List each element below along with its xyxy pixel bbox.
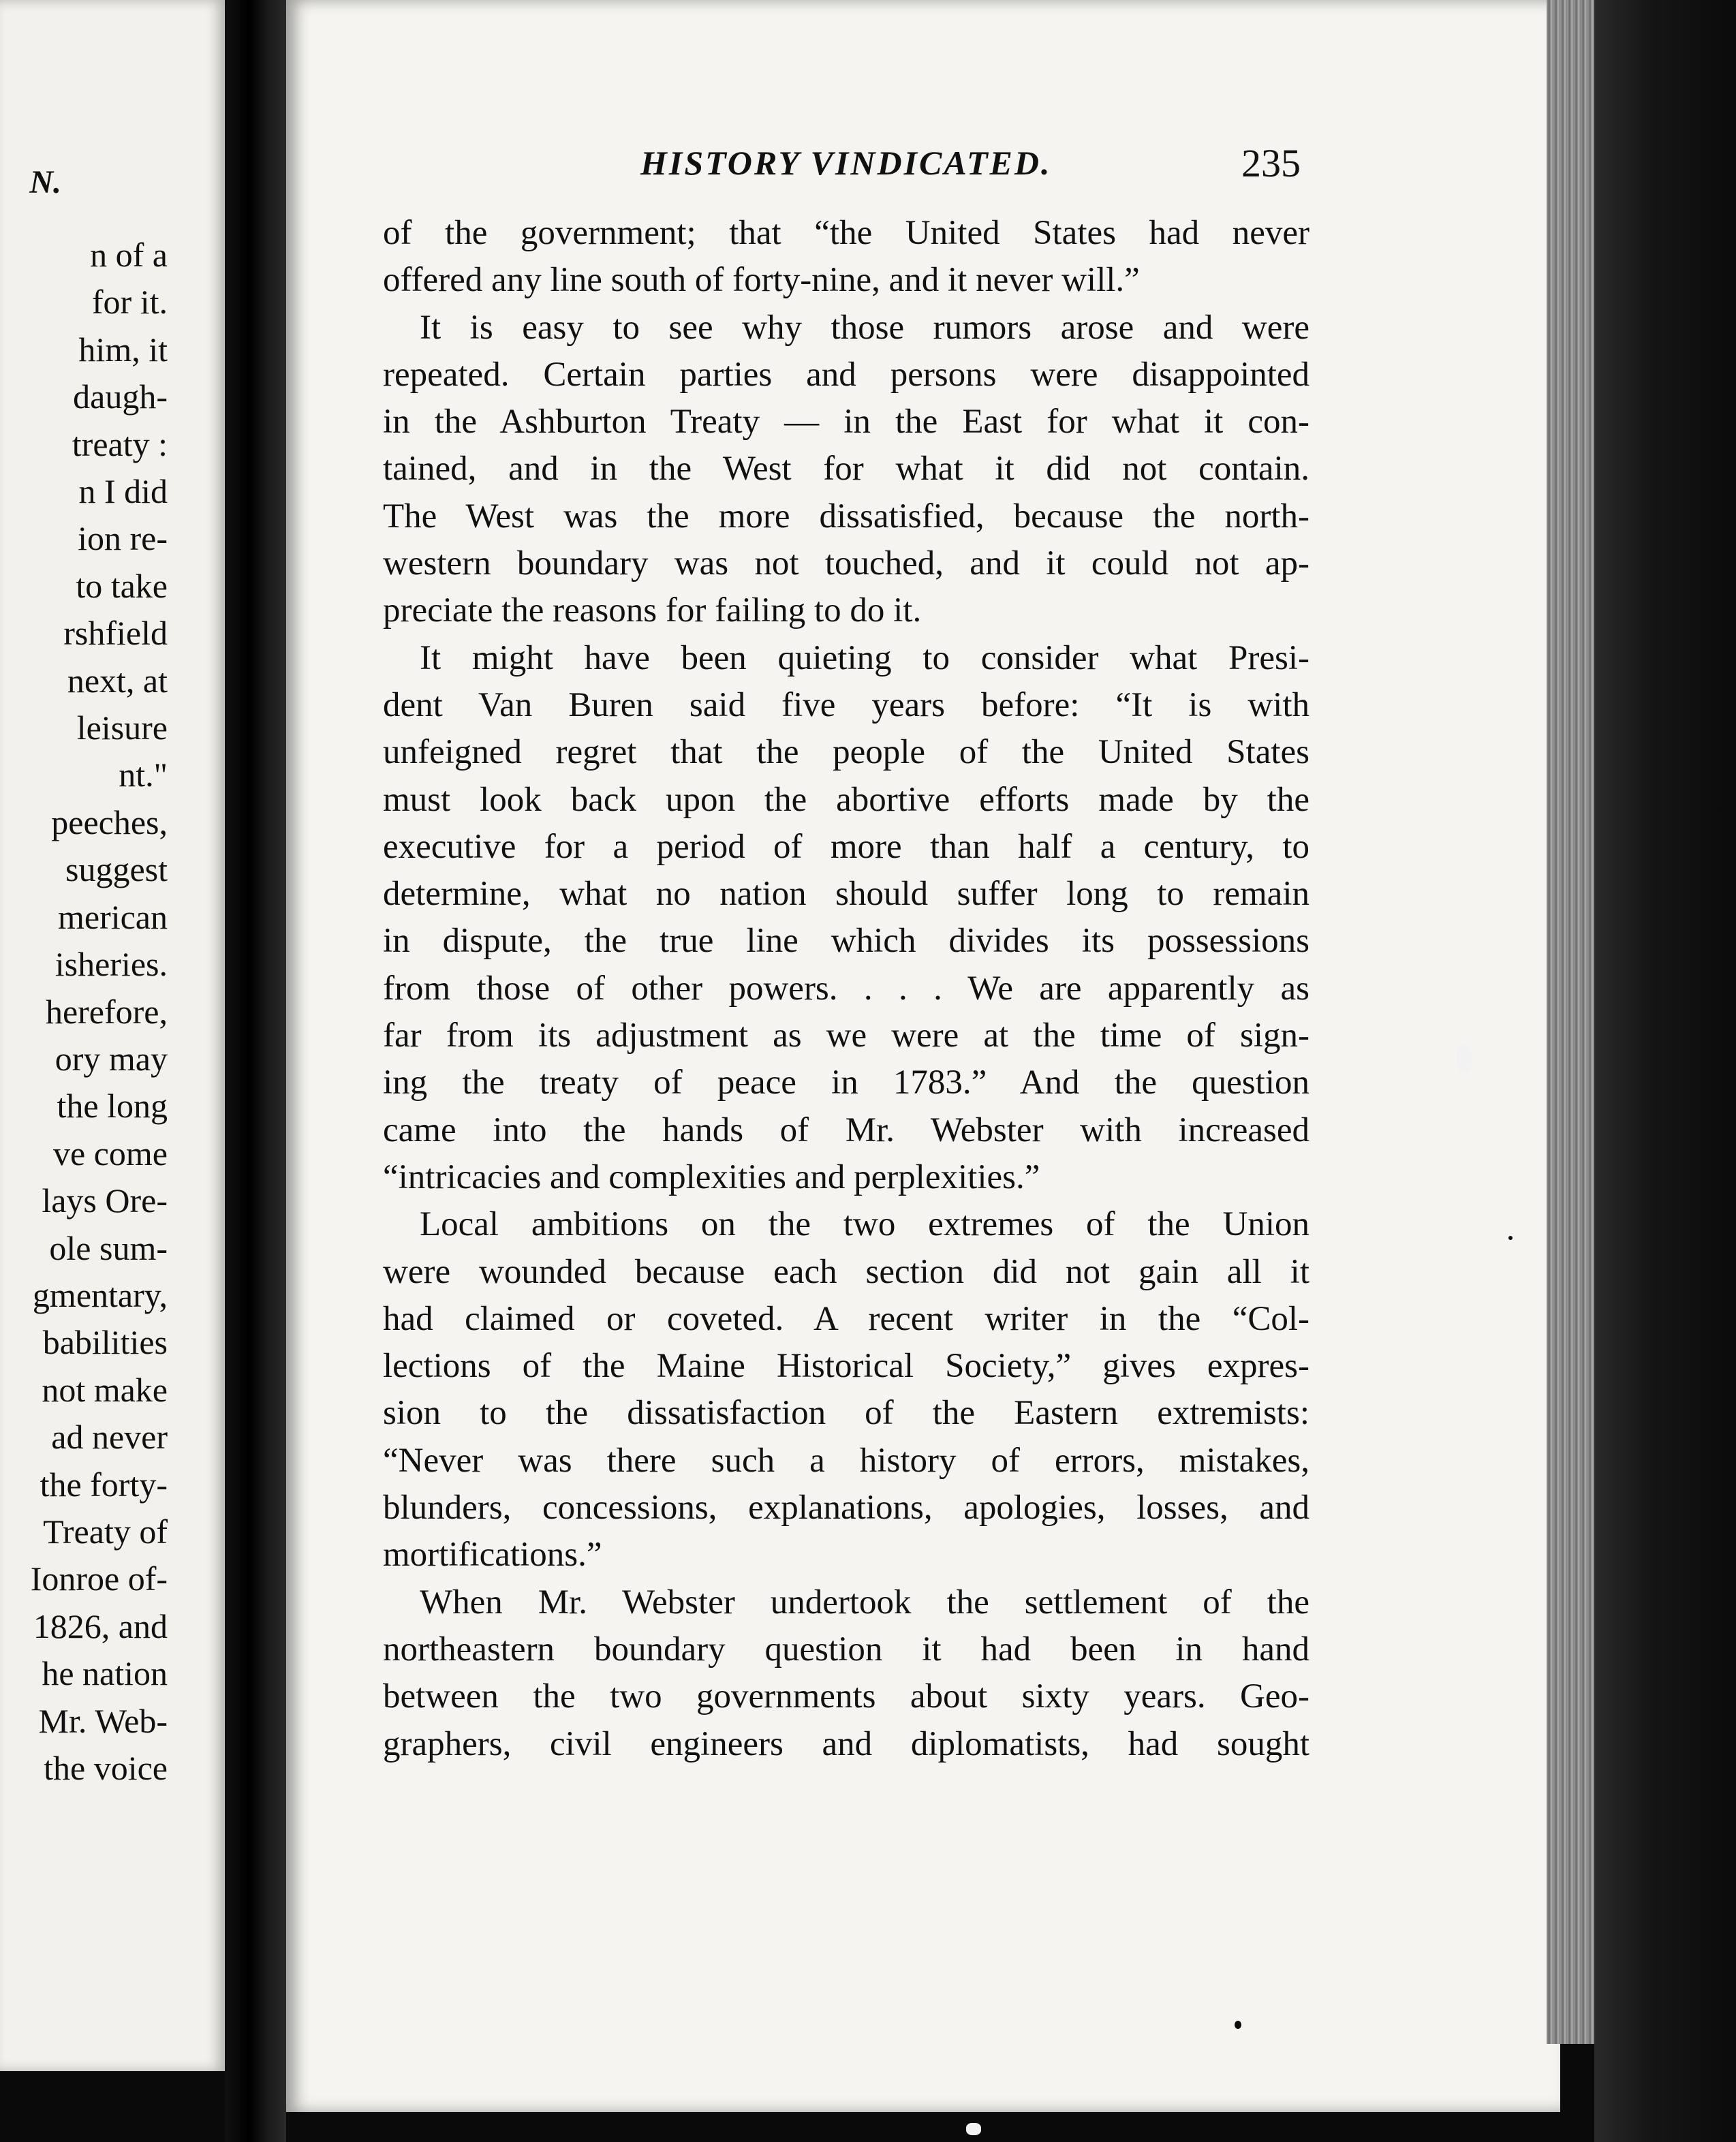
left-page-line: for it.	[91, 283, 168, 322]
left-page-line: ad never	[51, 1418, 168, 1457]
text-line: “Never was there such a history of errors, mistakes,	[383, 1441, 1309, 1480]
text-line: offered any line south of forty-nine, and it never will.”	[383, 261, 1140, 300]
text-line: in dispute, the true line which divides its possessions	[383, 922, 1309, 961]
left-page-line: herefore,	[45, 992, 168, 1031]
left-page-line: isheries.	[55, 945, 168, 984]
left-page-line: next, at	[67, 661, 168, 700]
scan-light-speck	[1457, 1045, 1472, 1072]
book-gutter	[225, 0, 286, 2142]
text-line: tained, and in the West for what it did not contain.	[383, 450, 1309, 488]
text-line: from those of other powers. . . . We are apparently as	[383, 969, 1309, 1008]
text-line: in the Ashburton Treaty — in the East for what it con-	[383, 403, 1309, 441]
left-page-line: merican	[57, 897, 168, 936]
text-line: of the government; that “the United States had never	[383, 214, 1309, 252]
text-line: The West was the more dissatisfied, because the north-	[383, 497, 1309, 536]
body-text-column	[383, 210, 1309, 1768]
text-line: had claimed or coveted. A recent writer in the “Col-	[383, 1299, 1309, 1338]
left-facing-page	[0, 0, 225, 2071]
left-page-running-head: N.	[29, 164, 61, 200]
text-line: northeastern boundary question it had been in hand	[383, 1630, 1309, 1668]
left-page-line: the long	[57, 1087, 168, 1126]
left-page-line: not make	[42, 1370, 168, 1409]
left-page-line: the voice	[44, 1749, 168, 1787]
left-page-text-column	[31, 232, 168, 1792]
left-page-line: ole sum-	[49, 1228, 168, 1267]
text-line: It is easy to see why those rumors arose and were	[420, 308, 1309, 347]
left-page-line: gmentary,	[32, 1275, 168, 1314]
text-line: ing the treaty of peace in 1783.” And the question	[383, 1064, 1309, 1102]
text-line: between the two governments about sixty years. Geo-	[383, 1677, 1309, 1716]
left-page-line: peeches,	[51, 803, 168, 841]
text-line: executive for a period of more than half a century, to	[383, 827, 1309, 866]
text-line: western boundary was not touched, and it could not ap-	[383, 544, 1309, 583]
left-page-line: ve come	[53, 1134, 168, 1173]
text-line: unfeigned regret that the people of the United States	[383, 733, 1309, 772]
text-line: determine, what no nation should suffer long to remain	[383, 875, 1309, 914]
text-line: came into the hands of Mr. Webster with increased	[383, 1111, 1309, 1149]
left-page-line: lays Ore-	[42, 1181, 168, 1220]
left-page-line: nt."	[119, 756, 168, 794]
left-page-line: ory may	[55, 1039, 168, 1078]
left-page-line: to take	[76, 566, 168, 605]
text-line: preciate the reasons for failing to do it.	[383, 591, 922, 630]
book-cover-edge	[1594, 0, 1736, 2142]
running-head: HISTORY VINDICATED.	[640, 144, 1052, 182]
left-page-line: treaty :	[72, 424, 168, 463]
text-line: dent Van Buren said five years before: “It is with	[383, 685, 1309, 724]
text-line: mortifications.”	[383, 1536, 602, 1574]
left-page-line: n of a	[90, 236, 168, 274]
left-page-line: daugh-	[73, 377, 168, 416]
text-line: sion to the dissatisfaction of the Eastern extremists:	[383, 1394, 1309, 1433]
left-page-line: leisure	[76, 709, 168, 747]
text-line: far from its adjustment as we were at the time of sign-	[383, 1016, 1309, 1055]
text-line: It might have been quieting to consider what Presi-	[420, 638, 1309, 677]
text-line: must look back upon the abortive efforts made by the	[383, 780, 1309, 819]
left-page-line: 1826, and	[33, 1606, 168, 1645]
text-line: blunders, concessions, explanations, apologies, losses, and	[383, 1489, 1309, 1527]
left-page-line: Ionroe of-	[30, 1559, 168, 1598]
text-line: graphers, civil engineers and diplomatists, had sought	[383, 1724, 1309, 1763]
text-line: When Mr. Webster undertook the settlement of the	[420, 1583, 1309, 1621]
text-line: lections of the Maine Historical Society,” gives expres-	[383, 1347, 1309, 1386]
text-line: “intricacies and complexities and perplexities.”	[383, 1158, 1040, 1196]
left-page-line: n I did	[78, 472, 168, 511]
page-number: 235	[1241, 141, 1301, 185]
scan-speck	[1508, 1236, 1513, 1240]
left-page-line: he nation	[42, 1654, 168, 1693]
text-line: repeated. Certain parties and persons were disappointed	[383, 355, 1309, 394]
scan-light-speck	[966, 2123, 981, 2135]
left-page-line: the forty-	[40, 1465, 168, 1504]
left-page-line: rshfield	[63, 614, 168, 653]
left-page-line: Treaty of	[43, 1512, 168, 1551]
left-page-line: babilities	[42, 1323, 168, 1362]
page-edge-stack	[1547, 0, 1594, 2044]
left-page-line: ion re-	[78, 519, 168, 558]
scan-speck	[1718, 804, 1728, 812]
left-page-line: him, it	[78, 330, 168, 369]
text-line: Local ambitions on the two extremes of the Union	[420, 1205, 1309, 1244]
text-line: were wounded because each section did not gain all it	[383, 1252, 1309, 1291]
left-page-line: suggest	[65, 850, 168, 889]
left-page-line: Mr. Web-	[38, 1701, 168, 1740]
scan-speck	[1235, 2021, 1241, 2029]
